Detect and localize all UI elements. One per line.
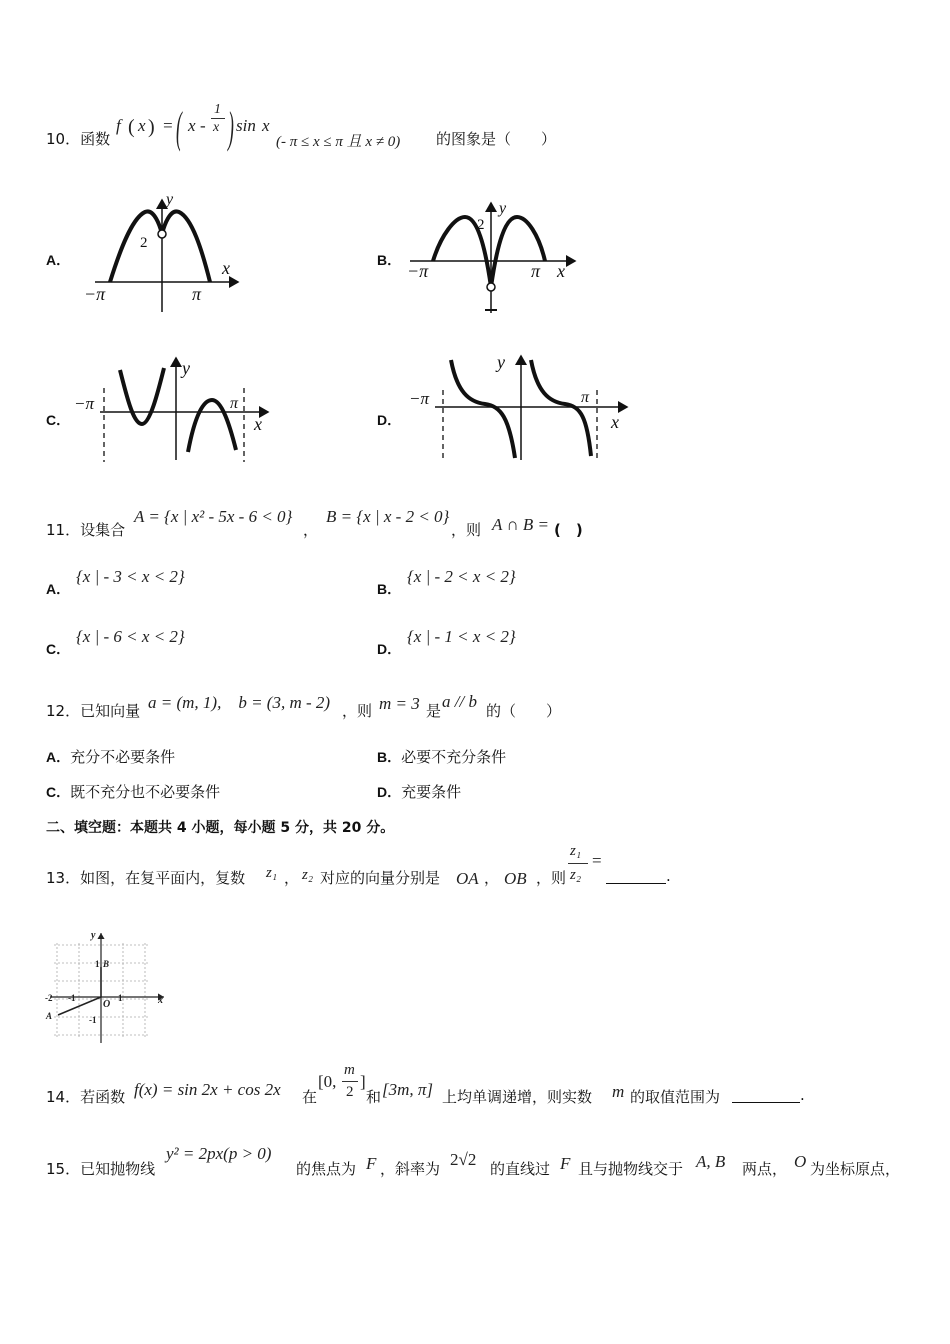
q10-domain: (- π ≤ x ≤ π 且 x ≠ 0) (276, 134, 401, 150)
q13-fig-a: A (46, 1011, 53, 1021)
q15-t6: 为坐标原点， (810, 1160, 901, 1178)
q13-frac-bar (568, 863, 588, 864)
q14-answer-blank[interactable] (732, 1088, 800, 1103)
q14-tail2: 的取值范围为 (630, 1088, 721, 1106)
q13-z2: z₂ (302, 867, 314, 883)
q11-option-a-text: {x | - 3 < x < 2} (76, 567, 185, 586)
q13-number: 13．如图，在复平面内，复数 (46, 869, 246, 887)
q14-number: 14．若函数 (46, 1088, 126, 1106)
q14-at: 在 (302, 1088, 318, 1106)
q10-d-tick-pi: π (581, 389, 590, 406)
q13-comma: ， (284, 869, 300, 887)
q10-b-label-y: y (499, 200, 507, 217)
q12-option-a-text: 充分不必要条件 (70, 748, 176, 766)
q10-b-tick-neg-pi: −π (407, 261, 429, 281)
q11-option-c-label: C． (46, 641, 71, 657)
q10-graph-c[interactable] (72, 352, 272, 464)
q15-f: F (366, 1154, 377, 1173)
q12-option-d[interactable] (377, 781, 461, 802)
q12-is: 是 (426, 702, 442, 720)
q10-a-tick-pi: π (192, 284, 202, 304)
q13-fig-tick-x1: 1 (118, 993, 123, 1003)
q13-stem (46, 843, 686, 893)
q11-option-d-label: D． (377, 641, 402, 657)
q10-b-label-2: 2 (477, 217, 485, 233)
q13-fig-y: y (91, 930, 96, 941)
q15-number: 15．已知抛物线 (46, 1160, 156, 1178)
q13-fig-x: x (158, 995, 163, 1006)
q15-t1: 的焦点为 (296, 1160, 357, 1178)
q15-slope: 2√2 (450, 1150, 477, 1169)
q13-z1: z₁ (266, 865, 278, 881)
q14-interval-2: [3m, π] (382, 1080, 434, 1099)
q10-option-a-label[interactable]: A． (46, 252, 71, 268)
q12-option-d-label: D． (377, 784, 402, 800)
q12-option-b-text: 必要不充分条件 (401, 748, 507, 766)
q13-mid: 对应的向量分别是 (320, 869, 441, 887)
q11-stem (46, 505, 646, 539)
q10-b-label-x: x (557, 261, 565, 281)
q13-frac-num: z₁ (570, 843, 582, 859)
q13-answer-blank[interactable] (606, 869, 666, 884)
q10-option-b-label[interactable]: B． (377, 252, 402, 268)
q10-graph-d[interactable] (405, 352, 635, 464)
q12-condition: m = 3 (379, 694, 420, 713)
q13-end: . (666, 867, 671, 885)
q15-t2: ，斜率为 (380, 1160, 441, 1178)
q15-o: O (794, 1152, 807, 1171)
q10-c-tick-neg-pi: −π (74, 394, 94, 413)
q14-m: m (612, 1082, 625, 1101)
q12-option-b-label: B． (377, 749, 402, 765)
q12-option-d-text: 充要条件 (401, 783, 462, 801)
q10-d-tick-neg-pi: −π (409, 389, 429, 408)
q13-eq: = (592, 851, 602, 870)
q12-stem (46, 688, 646, 718)
q15-t3: 的直线过 (490, 1160, 551, 1178)
q13-figure (44, 925, 174, 1045)
q10-d-label-x: x (611, 412, 619, 432)
q11-number: 11．设集合 (46, 521, 126, 539)
q10-option-d-label[interactable]: D． (377, 412, 402, 428)
q11-option-b-text: {x | - 2 < x < 2} (407, 567, 516, 586)
q10-a-label-2: 2 (140, 235, 148, 251)
q14-stem (46, 1060, 846, 1110)
q10-number: 10．函数 (46, 130, 111, 148)
q14-interval-1: [0, m 2 ] (318, 1062, 366, 1100)
q10-tail: 的图象是（ ） (436, 130, 557, 148)
q13-fig-origin: O (103, 999, 111, 1010)
q13-oa: OA (456, 869, 479, 888)
q13-fig-tick-y-1: -1 (89, 1015, 97, 1025)
q13-comma2: ， (484, 869, 500, 887)
q11-set-a: A = {x | x² - 5x - 6 < 0} (134, 507, 293, 526)
q10-option-c-label[interactable]: C． (46, 412, 71, 428)
q14-and: 和 (366, 1088, 382, 1106)
q11-expr: A ∩ B = (492, 515, 549, 534)
q11-option-b-label: B． (377, 581, 402, 597)
q12-option-c-text: 既不充分也不必要条件 (70, 783, 221, 801)
q12-mid: ，则 (342, 702, 373, 720)
q13-ob: OB (504, 869, 527, 888)
q15-t5: 两点， (742, 1160, 788, 1178)
q11-tail2: ( ) (554, 521, 583, 539)
q13-fig-tick-x-2: -2 (45, 993, 53, 1003)
q12-option-a-label: A． (46, 749, 71, 765)
q11-tail1: ，则 (451, 521, 482, 539)
q13-frac-den: z₂ (570, 867, 582, 883)
q12-option-a[interactable] (46, 746, 175, 767)
q14-tail: 上均单调递增，则实数 (442, 1088, 593, 1106)
q10-a-tick-neg-pi: −π (84, 284, 106, 304)
q12-tail: 的（ ） (486, 702, 562, 720)
q12-parallel: a // b (442, 692, 477, 711)
q14-end: . (800, 1086, 805, 1104)
q10-graph-b[interactable] (405, 195, 585, 320)
q15-t4: 且与抛物线交于 (578, 1160, 684, 1178)
q10-d-label-y: y (497, 352, 505, 372)
q11-option-d-text: {x | - 1 < x < 2} (407, 627, 516, 646)
q14-function: f(x) = sin 2x + cos 2x (134, 1080, 281, 1099)
q10-a-label-x: x (222, 258, 230, 278)
q10-a-label-y: y (166, 191, 174, 208)
q11-option-c-text: {x | - 6 < x < 2} (76, 627, 185, 646)
q11-set-b: B = {x | x - 2 < 0} (326, 507, 450, 526)
q10-c-tick-pi: π (230, 395, 239, 412)
q13-then: ，则 (536, 869, 567, 887)
q12-option-b[interactable] (377, 746, 506, 767)
q10-c-label-y: y (182, 358, 190, 378)
q15-equation: y² = 2px(p > 0) (166, 1144, 272, 1163)
q12-number: 12．已知向量 (46, 702, 141, 720)
q12-vectors: a = (m, 1), b = (3, m - 2) (148, 693, 331, 712)
q13-fig-tick-y1: 1 (95, 959, 100, 969)
q15-stem (46, 1140, 926, 1180)
section-2-heading: 二、填空题：本题共 4 小题，每小题 5 分，共 20 分。 (46, 820, 395, 836)
q11-option-a-label: A． (46, 581, 71, 597)
q12-option-c[interactable] (46, 781, 220, 802)
q13-fig-b: B (103, 959, 110, 969)
q13-fig-tick-x-1: -1 (68, 993, 76, 1003)
q12-option-c-label: C． (46, 784, 71, 800)
q10-b-tick-pi: π (531, 261, 541, 281)
q15-f2: F (560, 1154, 571, 1173)
q10-c-label-x: x (254, 414, 262, 434)
q11-sep: ， (303, 521, 319, 539)
q15-ab: A, B (696, 1152, 726, 1171)
q10-graph-a[interactable] (80, 190, 250, 315)
